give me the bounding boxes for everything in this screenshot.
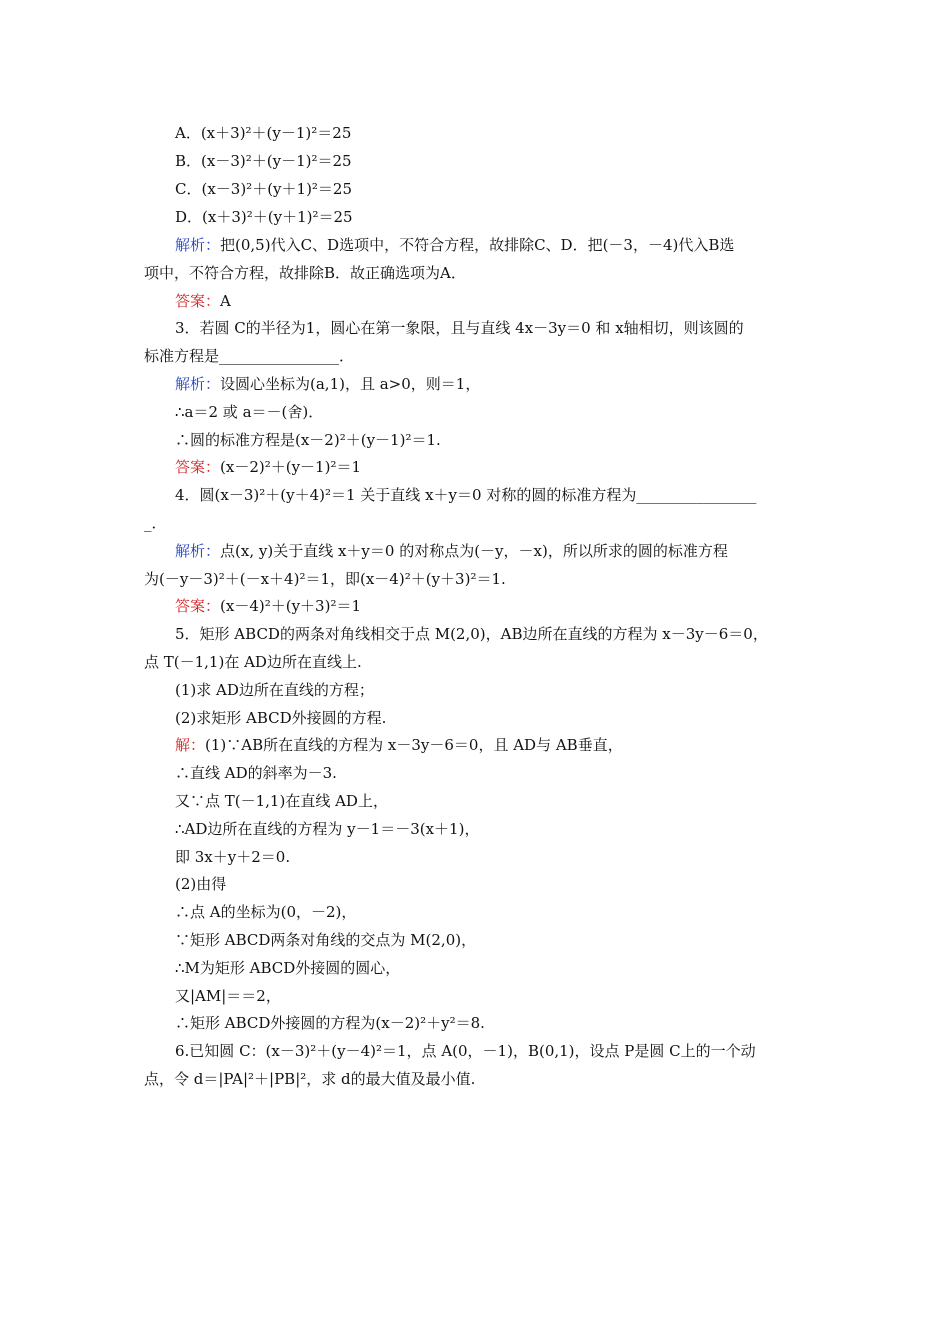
q2-option-a: A．(x＋3)²＋(y－1)²＝25 [175, 124, 352, 142]
q3-stem-line-1: 3．若圆 C的半径为1，圆心在第一象限，且与直线 4x－3y＝0 和 x轴相切，则该圆的 [175, 319, 744, 337]
q3-stem-line-2: 标准方程是________________． [144, 347, 355, 365]
q4-stem-line-1: 4．圆(x－3)²＋(y＋4)²＝1 关于直线 x＋y＝0 对称的圆的标准方程为________________ [175, 486, 757, 504]
q5-solution-line-7: ∴点 A的坐标为(0，－2)， [175, 903, 357, 921]
q2-answer: 答案：A [175, 292, 231, 310]
q2-option-b: B．(x－3)²＋(y－1)²＝25 [175, 152, 352, 170]
q5-stem-line-2: 点 T(－1,1)在 AD边所在直线上. [144, 653, 362, 671]
answer-label: 答案： [175, 597, 221, 615]
q3-answer: 答案：(x－2)²＋(y－1)²＝1 [175, 458, 362, 476]
q5-solution-line-5: 即 3x＋y＋2＝0. [175, 848, 291, 866]
q3-analysis-line-2: ∴a＝2 或 a＝－(舍)． [175, 403, 324, 421]
q4-answer: 答案：(x－4)²＋(y＋3)²＝1 [175, 597, 362, 615]
q5-solution-line-11: ∴矩形 ABCD外接圆的方程为(x－2)²＋y²＝8. [175, 1014, 485, 1032]
q2-option-c: C．(x－3)²＋(y＋1)²＝25 [175, 180, 353, 198]
solution-label: 解： [175, 736, 206, 754]
q6-stem-line-1: 6.已知圆 C：(x－3)²＋(y－4)²＝1，点 A(0，－1)，B(0,1)，设点 P是圆 C上的一个动 [175, 1042, 756, 1060]
q5-solution-line-4: ∴AD边所在直线的方程为 y－1＝－3(x＋1)， [175, 820, 480, 838]
q2-option-d: D．(x＋3)²＋(y＋1)²＝25 [175, 208, 353, 226]
q3-analysis-line-3: ∴圆的标准方程是(x－2)²＋(y－1)²＝1. [175, 431, 441, 449]
q5-solution-line-8: ∵矩形 ABCD两条对角线的交点为 M(2,0)， [175, 931, 477, 949]
q5-solution-line-10: 又|AM|＝＝2， [175, 987, 281, 1005]
q5-part-1: (1)求 AD边所在直线的方程； [175, 681, 374, 699]
analysis-label: 解析： [175, 375, 221, 393]
q4-analysis-line-1: 解析：点(x, y)关于直线 x＋y＝0 的对称点为(－y，－x)，所以所求的圆的标准方程 [175, 542, 728, 560]
q5-part-2: (2)求矩形 ABCD外接圆的方程. [175, 709, 387, 727]
q2-analysis-line-1: 解析：把(0,5)代入C、D选项中，不符合方程，故排除C、D．把(－3，－4)代入B选 [175, 236, 735, 254]
q6-stem-line-2: 点，令 d＝|PA|²＋|PB|²，求 d的最大值及最小值. [144, 1070, 476, 1088]
answer-label: 答案： [175, 458, 221, 476]
q4-analysis-line-2: 为(－y－3)²＋(－x＋4)²＝1，即(x－4)²＋(y＋3)²＝1. [144, 570, 506, 588]
q4-stem-line-2: _． [144, 514, 167, 532]
q5-solution-line-1: 解：(1)∵AB所在直线的方程为 x－3y－6＝0，且 AD与 AB垂直， [175, 736, 623, 754]
analysis-label: 解析： [175, 542, 221, 560]
q3-analysis-line-1: 解析：设圆心坐标为(a,1)，且 a>0，则＝1， [175, 375, 481, 393]
answer-label: 答案： [175, 292, 221, 310]
q5-solution-line-9: ∴M为矩形 ABCD外接圆的圆心， [175, 959, 401, 977]
q5-solution-line-6: (2)由得 [175, 875, 227, 893]
q5-solution-line-3: 又∵点 T(－1,1)在直线 AD上， [175, 792, 388, 810]
q2-analysis-line-2: 项中，不符合方程，故排除B．故正确选项为A． [144, 264, 466, 282]
q5-solution-line-2: ∴直线 AD的斜率为－3. [175, 764, 337, 782]
q5-stem-line-1: 5．矩形 ABCD的两条对角线相交于点 M(2,0)，AB边所在直线的方程为 x－3y－6＝0， [175, 625, 768, 643]
analysis-label: 解析： [175, 236, 221, 254]
